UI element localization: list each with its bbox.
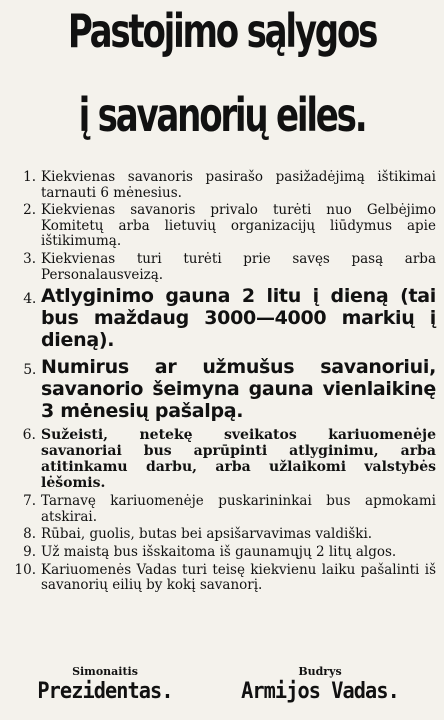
condition-item <box>10 356 436 422</box>
condition-number: 9. <box>23 543 36 560</box>
poster-title-line-2: į savanorių eiles. <box>78 88 366 142</box>
condition-text: Už maistą bus išskaitoma iš gaunamųjų 2 litų algos. <box>41 543 397 560</box>
condition-text: Sužeisti, netekę sveikatos kariuomenėje savanoriai bus aprūpinti atlyginimu, arba atitinkamu darbu, arba užlaikomi valstybės lėšomis. <box>41 427 436 492</box>
condition-text: Kiekvienas savanoris pasirašo pasižadėjimą ištikimai tarnauti 6 mėnesius. <box>41 169 436 201</box>
condition-text: Kariuomenės Vadas turi teisę kiekvienu laiku pašalinti iš savanorių eilių by kokį savanorį. <box>41 561 436 594</box>
condition-item <box>10 427 436 491</box>
condition-number: 4. <box>23 291 36 308</box>
condition-text: Kiekvienas turi turėti prie savęs pasą arba Personalausveizą. <box>41 250 436 283</box>
condition-number: 10. <box>14 561 36 578</box>
signatory-name: Budrys <box>298 665 342 678</box>
condition-item <box>10 494 436 525</box>
condition-item <box>10 170 436 201</box>
condition-number: 6. <box>22 427 36 444</box>
conditions-list <box>10 170 436 596</box>
signature-president <box>20 666 190 706</box>
condition-number: 2. <box>23 202 36 219</box>
condition-text: Numirus ar užmušus savanoriui, savanorio šeimyna gauna vienlaikinę 3 mėnesių pašalpą. <box>41 356 436 423</box>
condition-number: 3. <box>23 250 36 267</box>
condition-item <box>10 203 436 250</box>
condition-item <box>10 527 436 543</box>
condition-item <box>10 285 436 351</box>
condition-text: Rūbai, guolis, butas bei apsišarvavimas valdiški. <box>41 526 373 543</box>
condition-item <box>10 563 436 594</box>
condition-item <box>10 252 436 283</box>
condition-text: Kiekvienas savanoris privalo turėti nuo Gelbėjimo Komitetų arba lietuvių organizacijų liūdymus apie ištikimumą. <box>41 202 436 250</box>
poster-title-line-1: Pastojimo sąlygos <box>67 4 377 58</box>
condition-text: Atlyginimo gauna 2 litu į dieną (tai bus maždaug 3000—4000 markių į dieną). <box>41 285 436 352</box>
condition-item <box>10 545 436 561</box>
signatory-name: Simonaitis <box>72 665 138 678</box>
signature-army-commander <box>214 666 426 706</box>
condition-number: 8. <box>23 526 36 543</box>
condition-number: 7. <box>23 493 36 510</box>
signatory-title: Prezidentas. <box>37 679 173 704</box>
condition-text: Tarnavę kariuomenėje puskarininkai bus apmokami atskirai. <box>41 493 436 525</box>
condition-number: 1. <box>23 169 36 185</box>
signatory-title: Armijos Vadas. <box>241 679 399 704</box>
condition-number: 5. <box>23 362 36 379</box>
